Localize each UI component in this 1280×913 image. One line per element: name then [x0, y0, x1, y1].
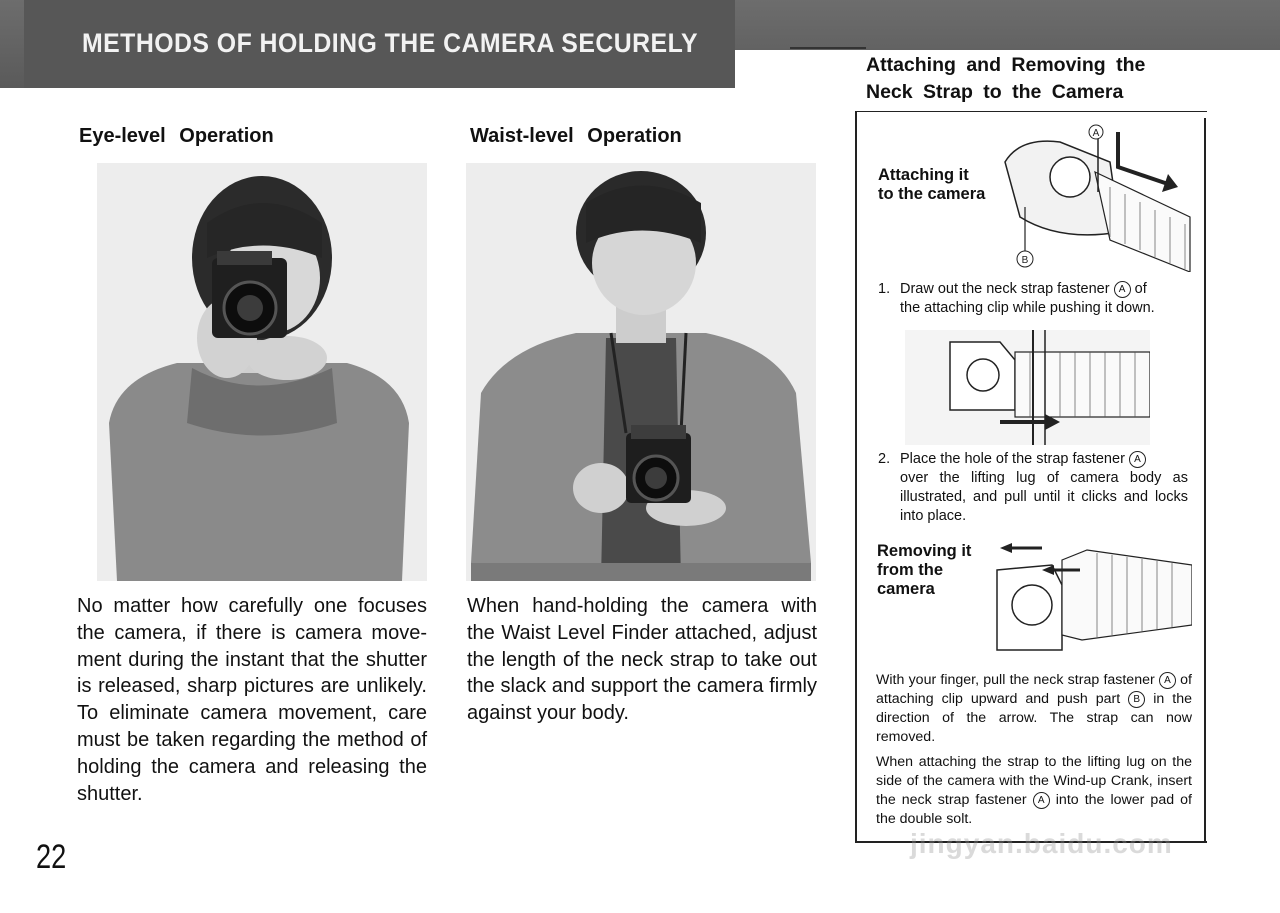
waist-level-heading: Waist-level Operation: [470, 125, 682, 147]
attach-clip-diagram: [1000, 122, 1195, 272]
page-title: METHODS OF HOLDING THE CAMERA SECURELY: [82, 28, 698, 58]
note-text-1: When attaching the strap to the lifting lug on the side of the camera with the Wind-up Crank, insert the neck strap fastener: [876, 754, 1192, 808]
wind-up-crank-note: [876, 753, 1192, 829]
watermark: jingyan.baidu.com: [910, 828, 1173, 859]
step-2-text-1: Place the hole of the strap fastener: [900, 451, 1125, 467]
attach-heading-line2: to the camera: [878, 185, 986, 203]
diagram-label-a: A: [1092, 128, 1100, 139]
strap-section-title: Attaching and Removing the Neck Strap to the Camera: [866, 54, 1146, 103]
step-1-mark-a: A: [1114, 281, 1131, 298]
waist-level-photo-illustration: [466, 163, 816, 581]
step-2: [878, 450, 1188, 526]
lug-placement-diagram: [905, 330, 1150, 445]
remove-text-2: of attaching clip upward and push part: [876, 672, 1192, 707]
step-2-number: 2.: [878, 451, 891, 467]
eye-level-heading: Eye-level Operation: [79, 125, 274, 147]
attach-heading-line1: Attaching it: [878, 166, 969, 184]
eye-level-photo-illustration: [97, 163, 427, 581]
note-text-2: into the lower pad of the double solt.: [876, 792, 1192, 827]
attach-heading: [878, 166, 985, 204]
remove-text-1: With your finger, pull the neck strap fastener: [876, 672, 1155, 688]
remove-mark-a: A: [1159, 672, 1176, 689]
step-1-text-1: Draw out the neck strap fastener: [900, 281, 1110, 297]
remove-strap-diagram: [992, 540, 1192, 660]
step-2-mark-a: A: [1129, 451, 1146, 468]
step-1-text-2: the attaching clip while pushing it down.: [900, 300, 1155, 316]
waist-level-photo: [466, 163, 816, 581]
panel-right-border: [1204, 118, 1206, 843]
step-1-number: 1.: [878, 281, 891, 297]
remove-heading: Removing it from the camera: [877, 542, 972, 598]
step-2-text-2: over the lifting lug of camera body as illustrated, and pull until it clicks and locks into place.: [900, 470, 1188, 524]
waist-level-body: When hand-holding the camera with the Waist Level Finder attached, adjust the length of the neck strap to take out the slack and support the camera firmly against your body.: [467, 595, 817, 725]
remove-mark-b: B: [1128, 691, 1145, 708]
header-rule: [790, 47, 866, 49]
attach-clip-illustration: [1000, 122, 1195, 272]
step-1: [878, 280, 1188, 318]
remove-text-3: in the direction of the arrow. The strap can now removed.: [876, 691, 1192, 745]
diagram-label-b: B: [1021, 255, 1029, 266]
page-number: 22: [36, 838, 67, 876]
note-mark-a: A: [1033, 792, 1050, 809]
step-1-of: of: [1134, 281, 1147, 297]
eye-level-body: No matter how carefully one focuses the camera, if there is camera move-ment during the instant that the shutter is released, sharp pictures are unlikely. To eliminate camera movement, care must be taken regarding the method of holding the camera and releasing the shutter.: [77, 595, 427, 805]
lug-placement-illustration: [905, 330, 1150, 445]
remove-strap-illustration: [992, 540, 1192, 660]
eye-level-photo: [97, 163, 427, 581]
remove-instructions: [876, 671, 1192, 747]
